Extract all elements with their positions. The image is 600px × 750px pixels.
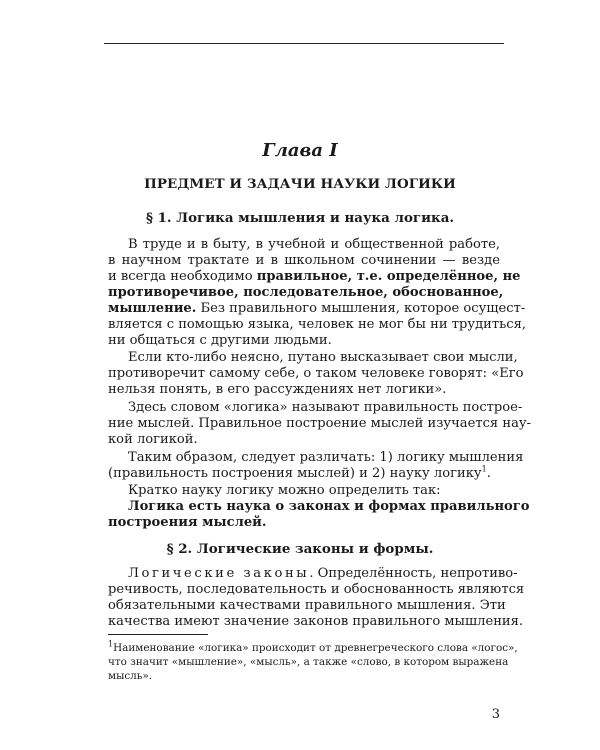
text-line: ние мыслей. Правильное построение мыслей изучается нау-	[108, 416, 532, 431]
header-rule	[104, 43, 504, 44]
footnote-line: мысль».	[108, 670, 153, 682]
section-1-heading: § 1. Логика мышления и наука логика.	[145, 210, 455, 226]
section-2-heading: § 2. Логические законы и формы.	[166, 541, 434, 557]
text-line: Таким образом, следует различать: 1) логику мышления	[128, 450, 524, 465]
footnote-line: что значит «мышление», «мысль», а также «слово, в котором выражена	[108, 656, 509, 668]
text-line: ни общаться с другими людьми.	[108, 333, 332, 348]
text-line: речивость, последовательность и обоснованность являются	[108, 582, 525, 597]
footnote-rule	[108, 634, 208, 635]
text-line: противоречит самому себе, о таком человеке говорят: «Его	[108, 366, 524, 381]
text-line: кой логикой.	[108, 432, 198, 447]
page-number: 3	[491, 707, 500, 722]
bold-phrase: правильное, т.е. определённое, не	[256, 269, 521, 284]
spaced-term: Логические законы	[128, 566, 310, 581]
footnote-marker: 1	[108, 639, 114, 649]
text-line: в научном трактате и в школьном сочинении — везде	[108, 253, 500, 268]
footnote-line: $^1$Наименование «логика» происходит от древнегреческого слова «логос»,	[108, 639, 518, 654]
footnote-ref: 1	[481, 464, 487, 474]
text-line: мышление. Без правильного мышления, которое осущест-	[108, 301, 526, 316]
text-line: противоречивое, последовательное, обоснованное,	[108, 285, 504, 300]
text-line: В труде и в быту, в учебной и общественной работе,	[128, 237, 500, 252]
text-line: (правильность построения мыслей) и 2) науку логику$^1$.	[108, 464, 491, 481]
bold-phrase: мышление.	[108, 301, 197, 316]
chapter-title: ПРЕДМЕТ И ЗАДАЧИ НАУКИ ЛОГИКИ	[144, 176, 456, 192]
text-line: вляется с помощью языка, человек не мог бы ни трудиться,	[108, 317, 527, 332]
text-line: качества имеют значение законов правильного мышления.	[108, 614, 524, 629]
text-line: Кратко науку логику можно определить так:	[128, 483, 441, 498]
text-line: Логические законы. Определённость, непротиво-	[128, 566, 518, 581]
definition-line: построения мыслей.	[108, 515, 267, 530]
definition-line: Логика есть наука о законах и формах правильного	[128, 499, 530, 514]
text-line: и всегда необходимо правильное, т.е. определённое, не	[108, 269, 521, 284]
text-line: нельзя понять, в его рассуждениях нет логики».	[108, 382, 447, 397]
chapter-heading: Глава I	[262, 140, 338, 161]
text-line: Если кто-либо неясно, путано высказывает свои мысли,	[128, 350, 518, 365]
text-line: обязательными качествами правильного мышления. Эти	[108, 598, 506, 613]
text-line: Здесь словом «логика» называют правильность построе-	[128, 400, 523, 415]
